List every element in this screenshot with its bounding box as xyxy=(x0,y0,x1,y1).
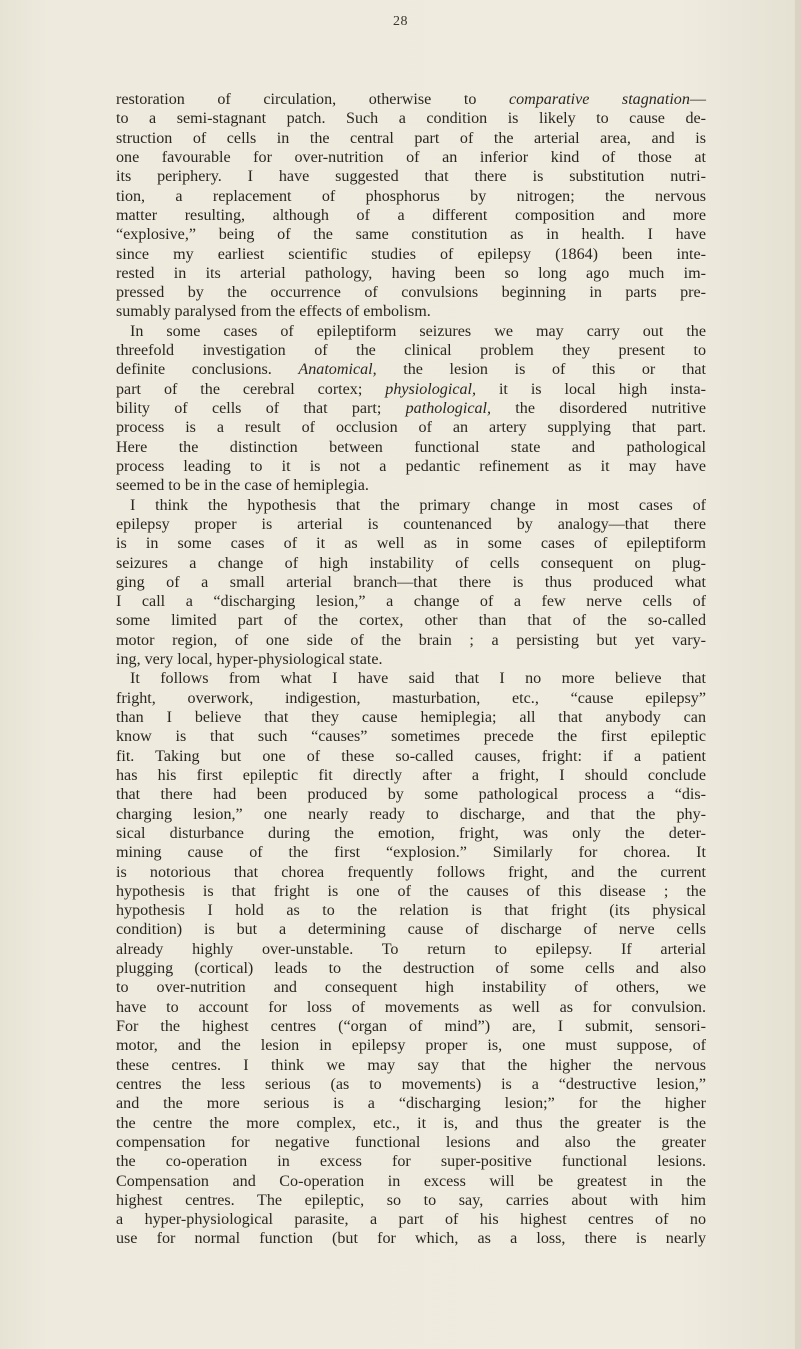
text-run: I think the hypothesis that the primary change in most cases of xyxy=(130,496,706,514)
text-line xyxy=(116,418,706,437)
text-line xyxy=(116,978,706,997)
page-edge xyxy=(795,0,801,1349)
text-run: to a semi-stagnant patch. Such a condition is likely to cause de- xyxy=(116,110,706,128)
text-run: “explosive,” being of the same constitution as in health. I have xyxy=(116,226,706,244)
text-line xyxy=(116,940,706,959)
text-line xyxy=(116,245,706,264)
text-line xyxy=(116,785,706,804)
italic-text: pathological, xyxy=(405,400,492,417)
text-line xyxy=(116,302,706,321)
text-line xyxy=(116,1133,706,1152)
text-run: than I believe that they cause hemiplegia; all that anybody can xyxy=(116,709,706,726)
text-run: plugging (cortical) leads to the destruction of some cells and also xyxy=(116,960,706,978)
text-run: fit. Taking but one of these so-called causes, fright: if a patient xyxy=(116,747,706,765)
text-line xyxy=(116,689,706,708)
text-line xyxy=(116,631,706,650)
text-run: tion, a replacement of phosphorus by nitrogen; the nervous xyxy=(116,187,706,205)
text-line xyxy=(116,1075,706,1094)
text-line xyxy=(116,727,706,746)
text-line xyxy=(116,534,706,553)
text-line xyxy=(116,1191,706,1210)
text-run: seizures a change of high instability of cells consequent on plug- xyxy=(116,554,706,572)
text-run: is in some cases of it as well as in some cases of epileptiform xyxy=(116,535,706,553)
text-run: the lesion is of this or that xyxy=(376,361,706,379)
text-line xyxy=(116,766,706,785)
text-line xyxy=(116,863,706,882)
text-run: pressed by the occurrence of convulsions beginning in parts pre- xyxy=(116,284,706,302)
text-line xyxy=(116,669,706,688)
text-run: is notorious that chorea frequently follows fright, and the current xyxy=(116,863,706,881)
text-line xyxy=(116,1094,706,1113)
text-line xyxy=(116,264,706,283)
text-line xyxy=(116,148,706,167)
text-run: In some cases of epileptiform seizures we may carry out the xyxy=(130,322,706,340)
text-run: hypothesis I hold as to the relation is that fright (its physical xyxy=(116,902,706,920)
text-line xyxy=(116,283,706,302)
text-line xyxy=(116,611,706,630)
text-line xyxy=(116,438,706,457)
text-run: Here the distinction between functional state and pathological xyxy=(116,438,706,456)
text-line xyxy=(116,901,706,920)
text-run: highest centres. The epileptic, so to say, carries about with him xyxy=(116,1191,706,1209)
text-line xyxy=(116,1114,706,1133)
text-run: threefold investigation of the clinical problem they present to xyxy=(116,342,706,360)
text-line xyxy=(116,187,706,206)
text-line xyxy=(116,1056,706,1075)
text-run: restoration of circulation, otherwise to xyxy=(116,91,509,108)
text-run: For the highest centres (“organ of mind”) are, I submit, sensori- xyxy=(116,1018,706,1035)
text-run: it is local high insta- xyxy=(476,380,707,398)
text-line xyxy=(116,1172,706,1191)
text-run: the disordered nutritive xyxy=(491,400,706,417)
text-line xyxy=(116,650,706,669)
text-run: bility of cells of that part; xyxy=(116,400,406,417)
text-line xyxy=(116,360,706,379)
text-line xyxy=(116,1017,706,1036)
italic-text: Anatomical, xyxy=(298,361,377,379)
text-run: part of the cerebral cortex; xyxy=(116,380,386,398)
text-run: hypothesis is that fright is one of the causes of this disease ; the xyxy=(116,882,706,900)
text-run: has his first epileptic fit directly after a fright, I should conclude xyxy=(116,766,706,784)
text-run: sumably paralysed from the effects of embolism. xyxy=(116,303,431,321)
text-run: — xyxy=(689,91,706,108)
text-run: some limited part of the cortex, other than that of the so-called xyxy=(116,612,706,630)
text-run: motor region, of one side of the brain ; a persisting but yet vary- xyxy=(116,631,706,649)
text-run: a hyper-physiological parasite, a part of his highest centres of no xyxy=(116,1211,706,1229)
text-line xyxy=(116,109,706,128)
text-line xyxy=(116,824,706,843)
text-line xyxy=(116,882,706,901)
text-line xyxy=(116,476,706,495)
text-run: ing, very local, hyper-physiological state. xyxy=(116,651,383,669)
page-number: 28 xyxy=(393,14,408,29)
text-line xyxy=(116,920,706,939)
italic-text: comparative stagnation xyxy=(508,91,690,108)
text-run: sical disturbance during the emotion, fright, was only the deter- xyxy=(116,824,706,842)
text-run: fright, overwork, indigestion, masturbation, etc., “cause epilepsy” xyxy=(116,689,706,707)
text-line xyxy=(116,341,706,360)
text-run: motor, and the lesion in epilepsy proper is, one must suppose, of xyxy=(116,1037,706,1055)
text-run: use for normal function (but for which, as a loss, there is nearly xyxy=(116,1230,706,1248)
text-run: seemed to be in the case of hemiplegia. xyxy=(116,477,369,495)
text-run: the co-operation in excess for super-positive functional lesions. xyxy=(116,1153,706,1171)
text-line xyxy=(116,380,706,399)
text-line xyxy=(116,592,706,611)
text-line xyxy=(116,399,706,418)
text-line xyxy=(116,554,706,573)
text-run: the centre the more complex, etc., it is, and thus the greater is the xyxy=(116,1114,706,1132)
text-line xyxy=(116,496,706,515)
text-run: since my earliest scientific studies of epilepsy (1864) been inte- xyxy=(116,245,706,263)
text-run: matter resulting, although of a different composition and more xyxy=(116,206,706,224)
text-run: centres the less serious (as to movements) is a “destructive lesion,” xyxy=(116,1075,706,1093)
text-line xyxy=(116,998,706,1017)
text-run: to over-nutrition and consequent high instability of others, we xyxy=(116,979,706,997)
text-line xyxy=(116,322,706,341)
text-line xyxy=(116,1229,706,1248)
text-line xyxy=(116,573,706,592)
text-line xyxy=(116,708,706,727)
text-run: already highly over-unstable. To return to epilepsy. If arterial xyxy=(116,940,706,958)
text-run: process leading to it is not a pedantic refinement as it may have xyxy=(116,457,706,475)
text-run: know is that such “causes” sometimes precede the first epileptic xyxy=(116,728,706,746)
text-line xyxy=(116,90,706,109)
text-line xyxy=(116,843,706,862)
text-run: Compensation and Co-operation in excess will be greatest in the xyxy=(116,1172,706,1190)
text-line xyxy=(116,225,706,244)
text-run: compensation for negative functional lesions and also the greater xyxy=(116,1133,706,1151)
text-run: these centres. I think we may say that the higher the nervous xyxy=(116,1056,706,1074)
text-line xyxy=(116,959,706,978)
body-text xyxy=(116,90,706,1249)
text-line xyxy=(116,747,706,766)
text-run: rested in its arterial pathology, having been so long ago much im- xyxy=(116,264,706,282)
text-line xyxy=(116,1036,706,1055)
text-run: definite conclusions. xyxy=(116,361,299,379)
text-run: I call a “discharging lesion,” a change of a few nerve cells of xyxy=(116,593,706,611)
text-run: one favourable for over-nutrition of an inferior kind of those at xyxy=(116,148,706,166)
text-line xyxy=(116,167,706,186)
text-run: mining cause of the first “explosion.” Similarly for chorea. It xyxy=(116,844,706,862)
text-run: its periphery. I have suggested that there is substitution nutri- xyxy=(116,168,706,186)
text-run: epilepsy proper is arterial is countenanced by analogy—that there xyxy=(116,515,706,533)
text-run: charging lesion,” one nearly ready to discharge, and that the phy- xyxy=(116,805,706,823)
text-run: and the more serious is a “discharging lesion;” for the higher xyxy=(116,1095,706,1113)
text-line xyxy=(116,457,706,476)
text-run: process is a result of occlusion of an artery supplying that part. xyxy=(116,419,706,437)
text-line xyxy=(116,1210,706,1229)
text-run: It follows from what I have said that I no more believe that xyxy=(130,670,706,688)
text-run: struction of cells in the central part of the arterial area, and is xyxy=(116,129,706,147)
text-run: that there had been produced by some pathological process a “dis- xyxy=(116,786,706,804)
italic-text: physiological, xyxy=(385,380,477,398)
text-line xyxy=(116,515,706,534)
text-run: condition) is but a determining cause of discharge of nerve cells xyxy=(116,921,706,939)
text-run: have to account for loss of movements as well as for convulsion. xyxy=(116,998,706,1016)
text-line xyxy=(116,805,706,824)
text-run: ging of a small arterial branch—that there is thus produced what xyxy=(116,573,706,591)
text-line xyxy=(116,129,706,148)
text-line xyxy=(116,206,706,225)
text-line xyxy=(116,1152,706,1171)
